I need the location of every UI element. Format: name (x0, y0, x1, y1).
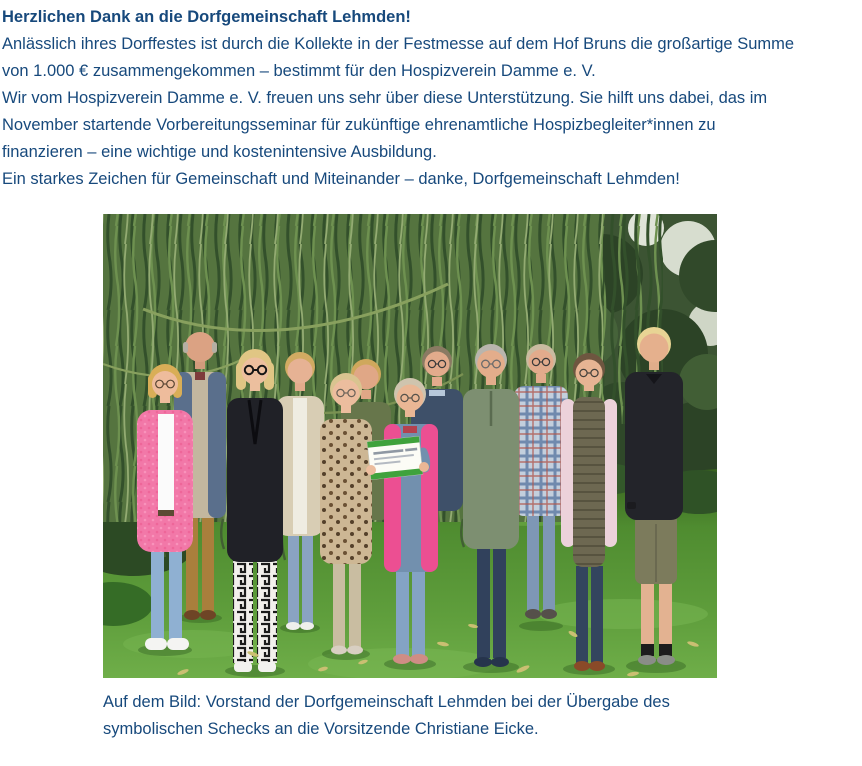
article-text (2, 4, 860, 193)
caption-line: symbolischen Schecks an die Vorsitzende Christiane Eicke. (103, 720, 539, 738)
body-line: finanzieren – eine wichtige und kostenintensive Ausbildung. (2, 143, 437, 161)
group-photo-scene (103, 214, 717, 678)
body-line: November startende Vorbereitungsseminar für zukünftige ehrenamtliche Hospizbegleiter*innen zu (2, 116, 716, 134)
body-line: Anlässlich ihres Dorffestes ist durch die Kollekte in der Festmesse auf dem Hof Bruns die großartige Summe (2, 35, 795, 53)
caption-line: Auf dem Bild: Vorstand der Dorfgemeinschaft Lehmden bei der Übergabe des (103, 693, 670, 711)
group-photo (103, 214, 717, 678)
body-line: Ein starkes Zeichen für Gemeinschaft und Miteinander – danke, Dorfgemeinschaft Lehmden! (2, 170, 680, 188)
body-line: Wir vom Hospizverein Damme e. V. freuen uns sehr über diese Unterstützung. Sie hilft uns dabei, das im (2, 89, 768, 107)
article-heading: Herzlichen Dank an die Dorfgemeinschaft Lehmden! (2, 8, 411, 26)
symbolic-check (366, 436, 429, 479)
body-line: von 1.000 € zusammengekommen – bestimmt für den Hospizverein Damme e. V. (2, 62, 596, 80)
photo-caption (103, 689, 743, 743)
